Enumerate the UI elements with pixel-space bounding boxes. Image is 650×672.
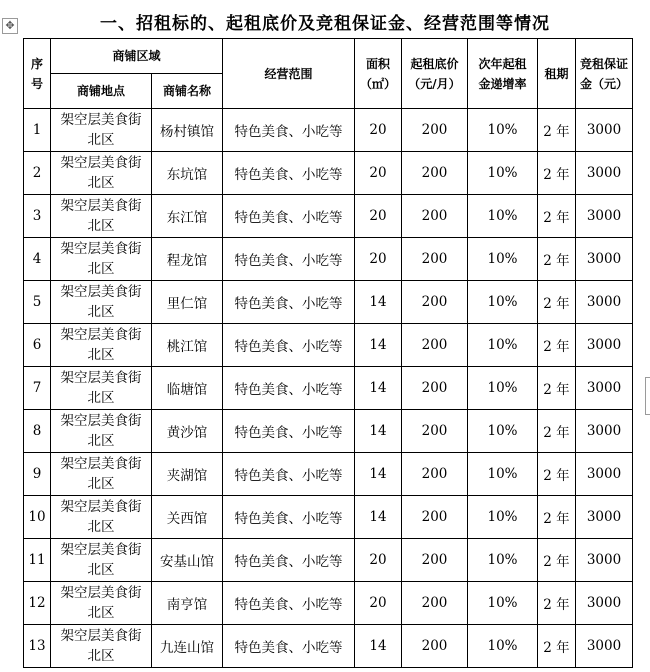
- row-shop-name: 程龙馆: [152, 238, 223, 281]
- row-location: [51, 410, 152, 453]
- row-shop-name: 杨村镇馆: [152, 109, 223, 152]
- table-row: [24, 152, 633, 195]
- row-area: 14: [355, 324, 402, 367]
- row-location-line1: 架空层美食街: [60, 241, 142, 257]
- row-scope: 特色美食、小吃等: [223, 195, 355, 238]
- row-area: 14: [355, 496, 402, 539]
- row-shop-name: 南亨馆: [152, 582, 223, 625]
- row-deposit: 3000: [576, 238, 633, 281]
- row-seq: 8: [24, 410, 51, 453]
- row-rent: 200: [402, 582, 468, 625]
- row-deposit: 3000: [576, 453, 633, 496]
- table-row: [24, 281, 633, 324]
- header-deposit-line2: 金（元）: [579, 76, 628, 91]
- row-deposit: 3000: [576, 281, 633, 324]
- row-area: 14: [355, 281, 402, 324]
- row-location-line2: 北区: [87, 476, 115, 492]
- row-location-line1: 架空层美食街: [60, 370, 142, 386]
- row-rent: 200: [402, 281, 468, 324]
- row-scope: 特色美食、小吃等: [223, 109, 355, 152]
- row-increase: 10%: [468, 281, 538, 324]
- row-location: [51, 539, 152, 582]
- row-location-line1: 架空层美食街: [60, 456, 142, 472]
- row-scope: 特色美食、小吃等: [223, 367, 355, 410]
- row-shop-name: 桃江馆: [152, 324, 223, 367]
- table-row: [24, 367, 633, 410]
- row-location: [51, 367, 152, 410]
- table-row: [24, 109, 633, 152]
- row-seq: 10: [24, 496, 51, 539]
- row-rent: 200: [402, 453, 468, 496]
- header-increase-line1: 次年起租: [478, 56, 527, 71]
- row-term: 2 年: [538, 410, 576, 453]
- row-area: 14: [355, 625, 402, 668]
- row-term: 2 年: [538, 367, 576, 410]
- row-rent: 200: [402, 539, 468, 582]
- row-shop-name: 黄沙馆: [152, 410, 223, 453]
- row-rent: 200: [402, 496, 468, 539]
- row-rent: 200: [402, 410, 468, 453]
- row-shop-name: 夹湖馆: [152, 453, 223, 496]
- row-area: 20: [355, 582, 402, 625]
- row-scope: 特色美食、小吃等: [223, 152, 355, 195]
- row-term: 2 年: [538, 109, 576, 152]
- table-row: [24, 410, 633, 453]
- row-increase: 10%: [468, 195, 538, 238]
- row-location-line1: 架空层美食街: [60, 499, 142, 515]
- row-increase: 10%: [468, 539, 538, 582]
- row-location-line1: 架空层美食街: [60, 413, 142, 429]
- header-deposit-line1: 竞租保证: [579, 56, 628, 71]
- row-scope: 特色美食、小吃等: [223, 625, 355, 668]
- row-location-line1: 架空层美食街: [60, 542, 142, 558]
- row-location: [51, 625, 152, 668]
- row-rent: 200: [402, 324, 468, 367]
- row-location-line2: 北区: [87, 347, 115, 363]
- row-scope: 特色美食、小吃等: [223, 453, 355, 496]
- row-area: 20: [355, 539, 402, 582]
- row-rent: 200: [402, 367, 468, 410]
- row-deposit: 3000: [576, 152, 633, 195]
- header-seq-line1: 序: [30, 56, 43, 71]
- table-row: [24, 582, 633, 625]
- header-location: 商铺地点: [51, 74, 152, 109]
- row-increase: 10%: [468, 238, 538, 281]
- row-scope: 特色美食、小吃等: [223, 410, 355, 453]
- header-scope: 经营范围: [223, 39, 355, 109]
- table-row: [24, 496, 633, 539]
- row-seq: 2: [24, 152, 51, 195]
- row-location: [51, 582, 152, 625]
- header-increase-line2: 金递增率: [478, 76, 527, 91]
- row-seq: 6: [24, 324, 51, 367]
- row-scope: 特色美食、小吃等: [223, 582, 355, 625]
- row-location-line2: 北区: [87, 433, 115, 449]
- row-location-line2: 北区: [87, 261, 115, 277]
- lease-info-table: [23, 38, 633, 668]
- row-deposit: 3000: [576, 582, 633, 625]
- row-location: [51, 238, 152, 281]
- row-term: 2 年: [538, 582, 576, 625]
- row-term: 2 年: [538, 324, 576, 367]
- page-title: 一、招租标的、起租底价及竞租保证金、经营范围等情况: [100, 14, 550, 34]
- row-seq: 4: [24, 238, 51, 281]
- row-location-line1: 架空层美食街: [60, 585, 142, 601]
- header-area: [355, 39, 402, 109]
- header-rent-line1: 起租底价: [410, 56, 459, 71]
- row-location-line1: 架空层美食街: [60, 628, 142, 644]
- row-increase: 10%: [468, 152, 538, 195]
- row-seq: 1: [24, 109, 51, 152]
- row-increase: 10%: [468, 367, 538, 410]
- row-location: [51, 453, 152, 496]
- header-term: 租期: [538, 39, 576, 109]
- row-location-line1: 架空层美食街: [60, 155, 142, 171]
- row-term: 2 年: [538, 238, 576, 281]
- row-location: [51, 324, 152, 367]
- row-location-line2: 北区: [87, 648, 115, 664]
- row-deposit: 3000: [576, 367, 633, 410]
- header-seq: [24, 39, 51, 109]
- row-location-line2: 北区: [87, 218, 115, 234]
- row-location-line1: 架空层美食街: [60, 198, 142, 214]
- row-term: 2 年: [538, 195, 576, 238]
- row-scope: 特色美食、小吃等: [223, 539, 355, 582]
- table-row: [24, 539, 633, 582]
- row-rent: 200: [402, 625, 468, 668]
- row-deposit: 3000: [576, 195, 633, 238]
- row-seq: 7: [24, 367, 51, 410]
- table-row: [24, 324, 633, 367]
- row-rent: 200: [402, 195, 468, 238]
- row-scope: 特色美食、小吃等: [223, 324, 355, 367]
- row-shop-name: 东江馆: [152, 195, 223, 238]
- table-row: [24, 625, 633, 668]
- row-area: 20: [355, 109, 402, 152]
- row-seq: 5: [24, 281, 51, 324]
- row-shop-name: 里仁馆: [152, 281, 223, 324]
- row-location: [51, 152, 152, 195]
- row-location-line2: 北区: [87, 175, 115, 191]
- table-row: [24, 238, 633, 281]
- row-shop-name: 临塘馆: [152, 367, 223, 410]
- header-rent: [402, 39, 468, 109]
- row-increase: 10%: [468, 453, 538, 496]
- row-deposit: 3000: [576, 496, 633, 539]
- header-seq-line2: 号: [30, 76, 43, 91]
- row-location-line1: 架空层美食街: [60, 112, 142, 128]
- row-seq: 13: [24, 625, 51, 668]
- row-area: 14: [355, 367, 402, 410]
- table-move-handle-icon[interactable]: ✥: [2, 18, 18, 34]
- row-increase: 10%: [468, 625, 538, 668]
- row-increase: 10%: [468, 496, 538, 539]
- row-area: 20: [355, 152, 402, 195]
- row-term: 2 年: [538, 496, 576, 539]
- row-area: 20: [355, 195, 402, 238]
- row-location-line2: 北区: [87, 605, 115, 621]
- row-shop-name: 九连山馆: [152, 625, 223, 668]
- row-rent: 200: [402, 238, 468, 281]
- row-deposit: 3000: [576, 539, 633, 582]
- row-seq: 3: [24, 195, 51, 238]
- row-location: [51, 195, 152, 238]
- header-name: 商铺名称: [152, 74, 223, 109]
- header-area-line2: （㎡）: [359, 76, 396, 91]
- row-location-line2: 北区: [87, 519, 115, 535]
- row-location-line2: 北区: [87, 562, 115, 578]
- row-scope: 特色美食、小吃等: [223, 238, 355, 281]
- row-location-line2: 北区: [87, 132, 115, 148]
- row-seq: 12: [24, 582, 51, 625]
- header-area-line1: 面积: [365, 56, 390, 71]
- row-scope: 特色美食、小吃等: [223, 281, 355, 324]
- header-shop-area: 商铺区域: [51, 39, 223, 74]
- row-term: 2 年: [538, 281, 576, 324]
- row-location: [51, 281, 152, 324]
- row-term: 2 年: [538, 152, 576, 195]
- row-scope: 特色美食、小吃等: [223, 496, 355, 539]
- row-term: 2 年: [538, 453, 576, 496]
- row-area: 14: [355, 410, 402, 453]
- row-increase: 10%: [468, 582, 538, 625]
- header-rent-line2: （元/月）: [408, 76, 461, 91]
- row-location: [51, 496, 152, 539]
- row-rent: 200: [402, 109, 468, 152]
- header-increase: [468, 39, 538, 109]
- row-deposit: 3000: [576, 410, 633, 453]
- row-location-line2: 北区: [87, 390, 115, 406]
- header-deposit: [576, 39, 633, 109]
- table-row: [24, 195, 633, 238]
- row-seq: 11: [24, 539, 51, 582]
- row-increase: 10%: [468, 109, 538, 152]
- row-term: 2 年: [538, 539, 576, 582]
- row-term: 2 年: [538, 625, 576, 668]
- row-location-line2: 北区: [87, 304, 115, 320]
- table-row: [24, 453, 633, 496]
- row-deposit: 3000: [576, 324, 633, 367]
- row-increase: 10%: [468, 324, 538, 367]
- row-seq: 9: [24, 453, 51, 496]
- table-resize-marker[interactable]: [645, 377, 650, 415]
- row-shop-name: 东坑馆: [152, 152, 223, 195]
- row-rent: 200: [402, 152, 468, 195]
- row-area: 14: [355, 453, 402, 496]
- row-shop-name: 安基山馆: [152, 539, 223, 582]
- row-location-line1: 架空层美食街: [60, 284, 142, 300]
- row-deposit: 3000: [576, 109, 633, 152]
- row-deposit: 3000: [576, 625, 633, 668]
- row-area: 20: [355, 238, 402, 281]
- row-shop-name: 关西馆: [152, 496, 223, 539]
- row-location-line1: 架空层美食街: [60, 327, 142, 343]
- row-location: [51, 109, 152, 152]
- row-increase: 10%: [468, 410, 538, 453]
